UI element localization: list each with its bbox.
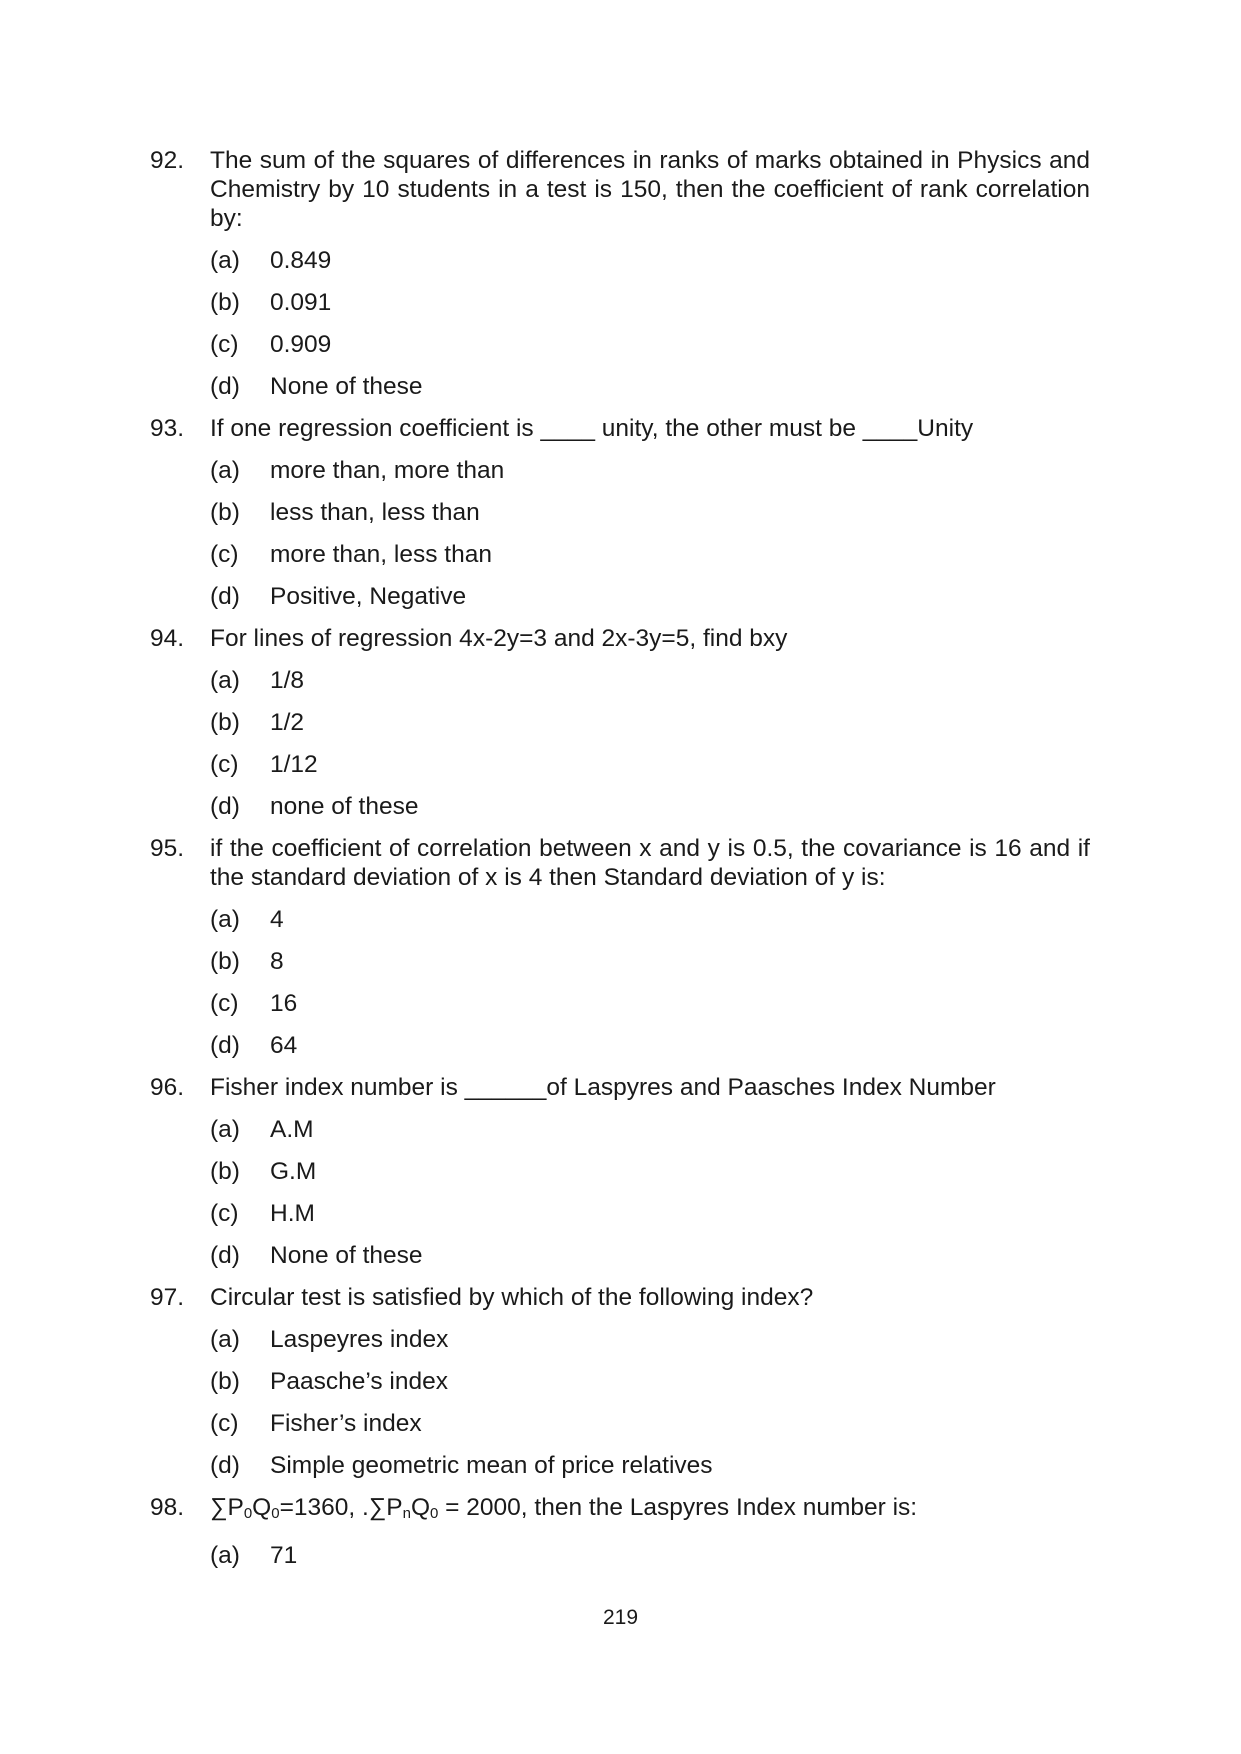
option-d [210, 1031, 1090, 1060]
option-letter: (d) [210, 1032, 240, 1059]
option-letter: (b) [210, 499, 240, 526]
formula-subscript: 0 [243, 1505, 253, 1522]
question-number: 96. [150, 1074, 185, 1101]
option-letter: (b) [210, 289, 240, 316]
question-page [150, 146, 1090, 1583]
option-a [210, 1115, 1090, 1144]
option-d [210, 372, 1090, 401]
question-93 [150, 414, 1090, 611]
question-92 [150, 146, 1090, 401]
question-97 [150, 1283, 1090, 1480]
option-text: Positive, Negative [270, 583, 467, 610]
option-letter: (b) [210, 1158, 240, 1185]
option-d [210, 1451, 1090, 1480]
question-text: if the coefficient of correlation between x and y is 0.5, the covariance is 16 and if the standard deviation of x is 4 then Standard deviation of y is: [210, 835, 1090, 891]
question-number: 92. [150, 147, 185, 174]
option-letter: (a) [210, 1542, 240, 1569]
formula-part: Q [410, 1494, 431, 1521]
option-text: 4 [270, 906, 284, 933]
option-letter: (c) [210, 1410, 239, 1437]
option-text: 64 [270, 1032, 298, 1059]
option-list [150, 246, 1090, 401]
option-text: 8 [270, 948, 284, 975]
option-list [150, 1325, 1090, 1480]
question-95 [150, 834, 1090, 1060]
option-letter: (d) [210, 1452, 240, 1479]
option-text: 71 [270, 1542, 298, 1569]
option-text: 0.909 [270, 331, 332, 358]
question-number: 98. [150, 1494, 185, 1521]
option-letter: (a) [210, 247, 240, 274]
option-text: Fisher’s index [270, 1410, 422, 1437]
option-text: 16 [270, 990, 298, 1017]
question-text: Circular test is satisfied by which of the following index? [210, 1284, 814, 1311]
option-text: None of these [270, 1242, 423, 1269]
option-d [210, 582, 1090, 611]
question-98 [150, 1493, 1090, 1570]
option-a [210, 1325, 1090, 1354]
option-letter: (b) [210, 948, 240, 975]
option-letter: (d) [210, 583, 240, 610]
option-text: G.M [270, 1158, 317, 1185]
formula-part: ∑P [210, 1494, 244, 1521]
option-text: 1/12 [270, 751, 318, 778]
option-a [210, 456, 1090, 485]
option-text: 0.091 [270, 289, 332, 316]
option-letter: (b) [210, 1368, 240, 1395]
question-number: 97. [150, 1284, 185, 1311]
option-letter: (c) [210, 331, 239, 358]
option-letter: (a) [210, 906, 240, 933]
formula-part: =1360, .∑P [279, 1494, 403, 1521]
option-letter: (c) [210, 990, 239, 1017]
formula-subscript: 0 [430, 1505, 439, 1522]
option-letter: (d) [210, 373, 240, 400]
option-list [150, 456, 1090, 611]
question-text [210, 1493, 1090, 1528]
option-c [210, 540, 1090, 569]
option-c [210, 1199, 1090, 1228]
option-b [210, 1157, 1090, 1186]
option-text: None of these [270, 373, 423, 400]
option-text: Simple geometric mean of price relatives [270, 1452, 713, 1479]
formula-part: Q [252, 1494, 272, 1521]
option-b [210, 1367, 1090, 1396]
option-b [210, 498, 1090, 527]
option-text: 1/8 [270, 667, 305, 694]
option-text: more than, more than [270, 457, 505, 484]
question-text: Fisher index number is ______of Laspyres and Paasches Index Number [210, 1074, 996, 1101]
option-a [210, 1541, 1090, 1570]
option-text: less than, less than [270, 499, 480, 526]
option-d [210, 792, 1090, 821]
question-text: For lines of regression 4x-2y=3 and 2x-3y=5, find bxy [210, 625, 788, 652]
option-letter: (c) [210, 751, 239, 778]
question-96 [150, 1073, 1090, 1270]
option-text: 0.849 [270, 247, 332, 274]
option-text: Laspeyres index [270, 1326, 449, 1353]
option-d [210, 1241, 1090, 1270]
formula-subscript: n [402, 1505, 411, 1522]
question-text: If one regression coefficient is ____ unity, the other must be ____Unity [210, 415, 974, 442]
option-b [210, 947, 1090, 976]
option-a [210, 905, 1090, 934]
formula-subscript: 0 [271, 1505, 280, 1522]
question-text: The sum of the squares of differences in ranks of marks obtained in Physics and Chemistry by 10 students in a test is 150, then the coefficient of rank correlation by: [210, 147, 1090, 232]
option-list [150, 666, 1090, 821]
option-letter: (a) [210, 1116, 240, 1143]
formula-part: = 2000, then the Laspyres Index number is: [438, 1494, 918, 1521]
option-list [150, 905, 1090, 1060]
option-c [210, 1409, 1090, 1438]
option-text: A.M [270, 1116, 314, 1143]
option-text: 1/2 [270, 709, 305, 736]
option-letter: (a) [210, 1326, 240, 1353]
option-c [210, 989, 1090, 1018]
option-letter: (c) [210, 541, 239, 568]
option-letter: (d) [210, 793, 240, 820]
option-text: Paasche’s index [270, 1368, 448, 1395]
option-c [210, 750, 1090, 779]
option-letter: (c) [210, 1200, 239, 1227]
option-letter: (a) [210, 667, 240, 694]
option-letter: (a) [210, 457, 240, 484]
question-number: 95. [150, 835, 185, 862]
question-number: 94. [150, 625, 185, 652]
option-text: none of these [270, 793, 419, 820]
option-letter: (d) [210, 1242, 240, 1269]
option-text: H.M [270, 1200, 315, 1227]
option-a [210, 246, 1090, 275]
option-b [210, 288, 1090, 317]
option-b [210, 708, 1090, 737]
question-number: 93. [150, 415, 185, 442]
option-letter: (b) [210, 709, 240, 736]
option-list [150, 1541, 1090, 1570]
option-a [210, 666, 1090, 695]
option-list [150, 1115, 1090, 1270]
option-c [210, 330, 1090, 359]
question-94 [150, 624, 1090, 821]
page-number: 219 [602, 1606, 639, 1629]
option-text: more than, less than [270, 541, 492, 568]
